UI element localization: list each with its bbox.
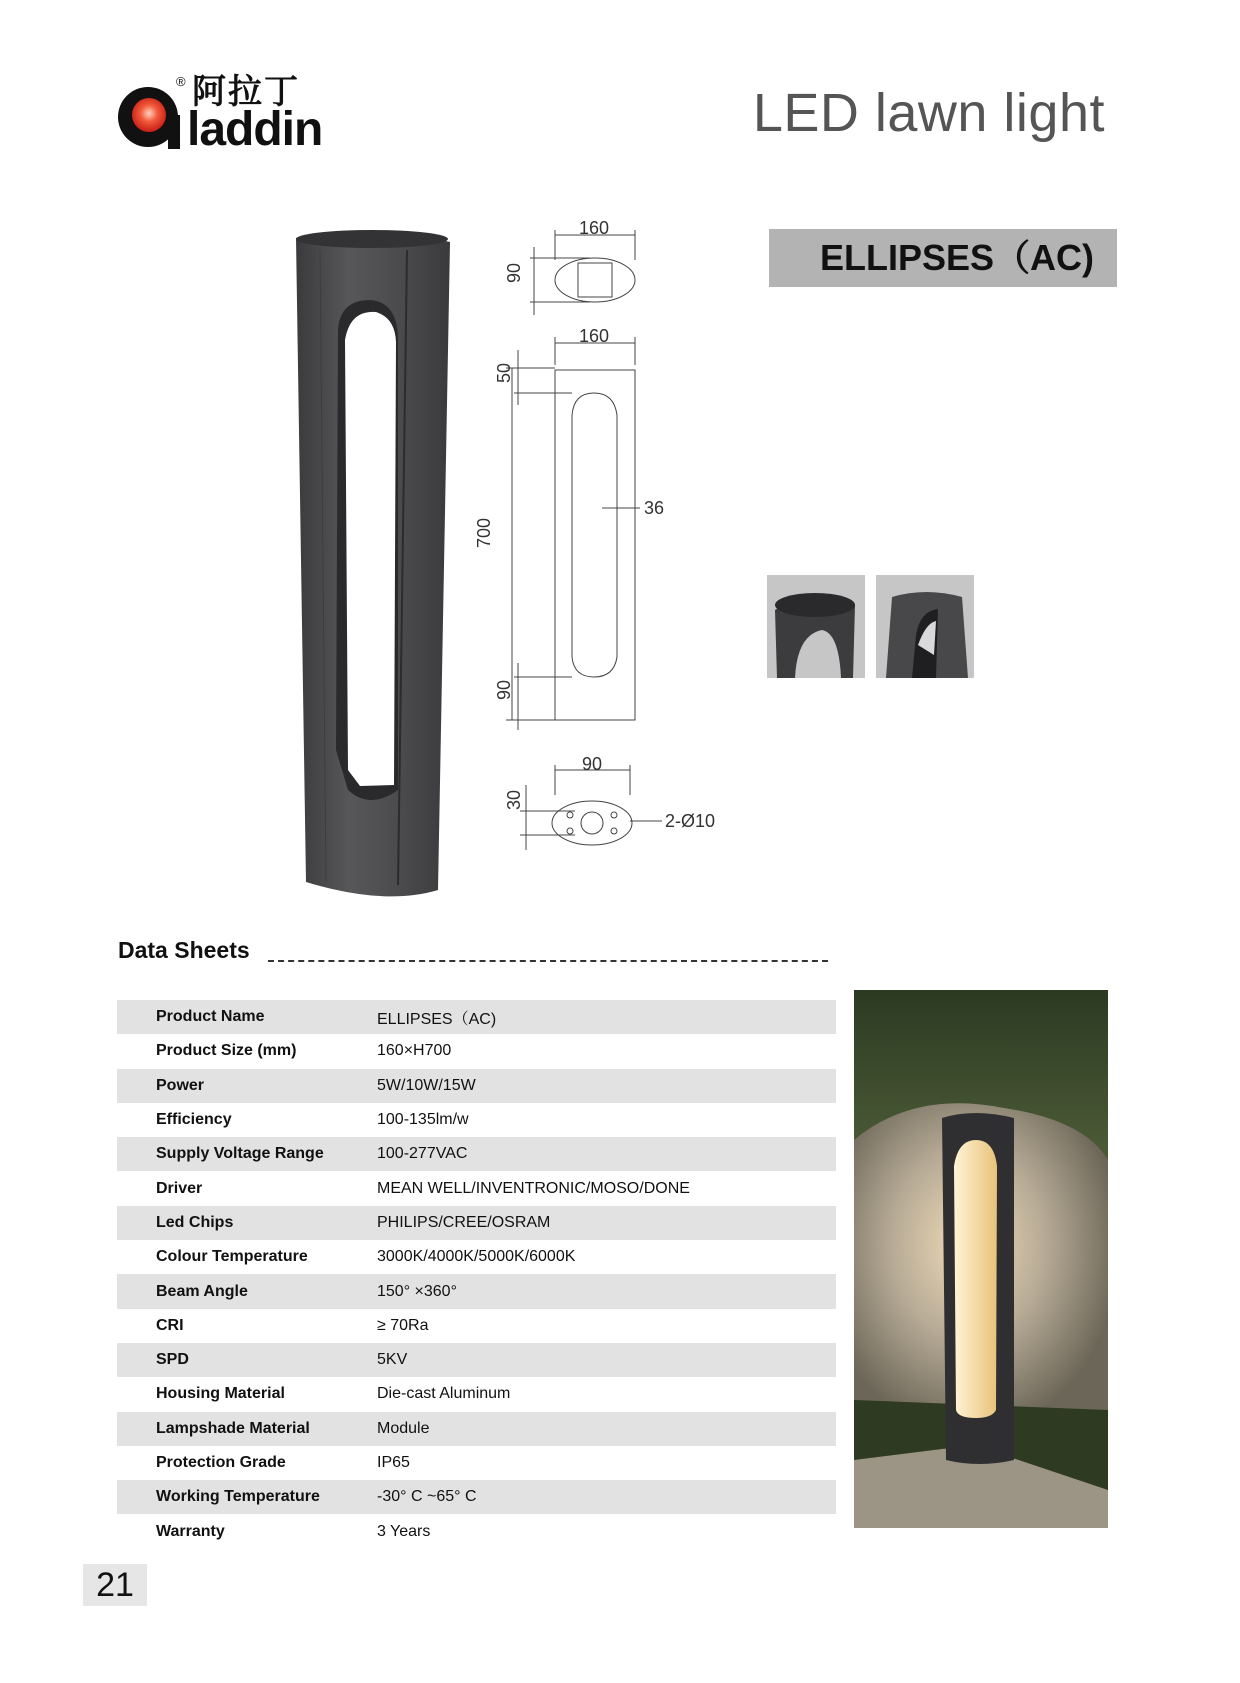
spec-row — [117, 1171, 836, 1205]
data-sheets-heading: Data Sheets — [118, 937, 250, 963]
spec-label: Working Temperature — [156, 1488, 320, 1506]
installed-product-photo — [854, 990, 1108, 1528]
spec-label: Beam Angle — [156, 1282, 248, 1300]
spec-value: MEAN WELL/INVENTRONIC/MOSO/DONE — [377, 1179, 690, 1197]
spec-label: Driver — [156, 1179, 203, 1197]
heading-divider — [268, 960, 828, 962]
spec-row — [117, 1309, 836, 1343]
page-title: LED lawn light — [752, 83, 1105, 143]
spec-value: Module — [377, 1419, 430, 1437]
spec-value: 100-135lm/w — [377, 1111, 469, 1129]
spec-row — [117, 1480, 836, 1514]
spec-value: IP65 — [377, 1454, 410, 1471]
technical-drawing — [474, 218, 780, 915]
spec-row — [117, 1274, 836, 1308]
detail-thumbnail-side — [876, 575, 974, 678]
registered-mark: ® — [176, 74, 186, 89]
model-name: ELLIPSES（AC) — [820, 237, 1095, 278]
spec-row — [117, 1103, 836, 1137]
spec-label: CRI — [156, 1316, 184, 1334]
spec-value: 5W/10W/15W — [377, 1076, 476, 1094]
dim-holes: 2-Ø10 — [665, 811, 716, 831]
spec-value: 100-277VAC — [377, 1145, 468, 1163]
spec-value: PHILIPS/CREE/OSRAM — [377, 1213, 551, 1231]
spec-label: Warranty — [156, 1522, 225, 1540]
spec-row — [117, 1206, 836, 1240]
spec-value: ELLIPSES（AC) — [377, 1010, 497, 1028]
detail-thumbnail-top — [767, 575, 865, 678]
spec-row — [117, 1000, 836, 1034]
dim-base-depth: 30 — [504, 789, 524, 810]
page-number: 21 — [83, 1564, 147, 1606]
spec-row — [117, 1069, 836, 1103]
spec-label: Product Name — [156, 1008, 265, 1026]
spec-value: ≥ 70Ra — [377, 1316, 429, 1334]
spec-label: Colour Temperature — [156, 1248, 308, 1266]
dim-top-width: 160 — [579, 218, 610, 238]
spec-label: SPD — [156, 1351, 189, 1369]
spec-value: 3000K/4000K/5000K/6000K — [377, 1248, 576, 1266]
spec-label: Led Chips — [156, 1213, 234, 1231]
dim-front-width: 160 — [579, 326, 610, 346]
spec-label: Housing Material — [156, 1385, 285, 1403]
spec-row — [117, 1377, 836, 1411]
dim-top-depth: 90 — [504, 262, 524, 283]
spec-row — [117, 1034, 836, 1068]
spec-row — [117, 1240, 836, 1274]
brand-logo-mark — [116, 85, 180, 149]
dim-bottom-offset: 90 — [494, 679, 514, 700]
spec-label: Supply Voltage Range — [156, 1145, 324, 1163]
spec-value: 160×H700 — [377, 1042, 452, 1060]
spec-row — [117, 1412, 836, 1446]
brand-name-english: laddin — [187, 103, 323, 156]
spec-label: Power — [156, 1076, 205, 1094]
spec-value: -30° C ~65° C — [377, 1488, 477, 1506]
dim-top-offset: 50 — [494, 362, 514, 383]
brand-name-chinese: 阿拉丁 — [192, 73, 300, 111]
spec-row — [117, 1446, 836, 1480]
spec-label: Lampshade Material — [156, 1419, 310, 1437]
dim-slot-width: 36 — [644, 498, 665, 518]
dim-base-width: 90 — [582, 754, 603, 774]
product-render — [290, 230, 470, 900]
spec-row — [117, 1343, 836, 1377]
spec-label: Protection Grade — [156, 1454, 286, 1471]
spec-table — [117, 1000, 836, 1549]
spec-label: Efficiency — [156, 1111, 232, 1129]
spec-row — [117, 1514, 836, 1548]
spec-value: Die-cast Aluminum — [377, 1385, 511, 1403]
spec-row — [117, 1137, 836, 1171]
spec-value: 150° ×360° — [377, 1282, 457, 1300]
spec-value: 3 Years — [377, 1522, 431, 1540]
dim-height: 700 — [474, 517, 494, 548]
spec-value: 5KV — [377, 1351, 408, 1369]
spec-label: Product Size (mm) — [156, 1042, 297, 1060]
